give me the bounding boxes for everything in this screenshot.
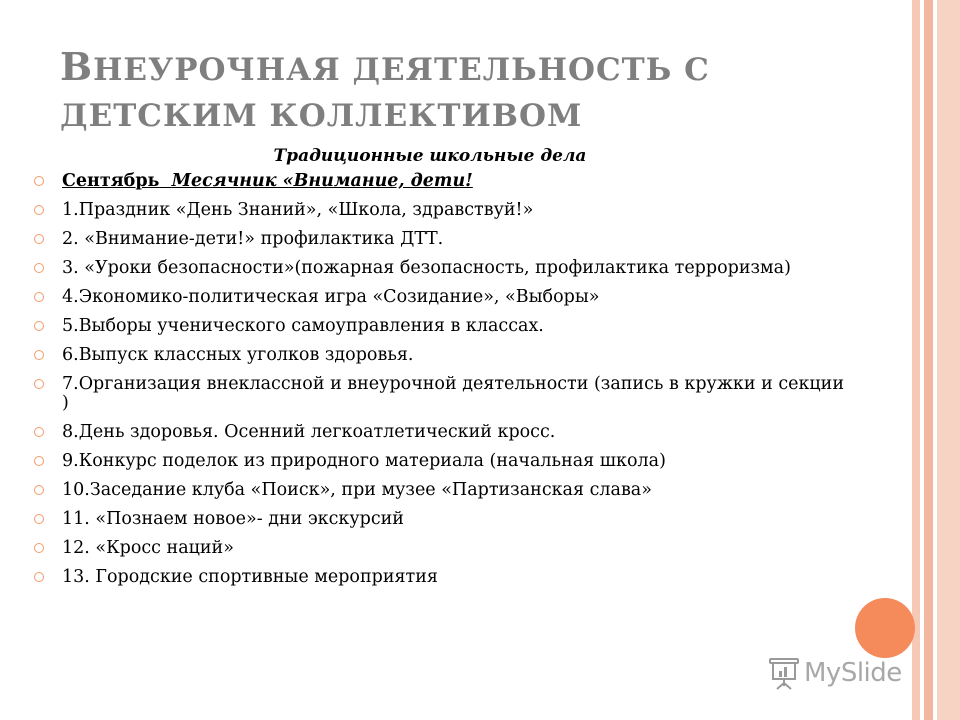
list-item-september — [0, 172, 850, 191]
list-item-text: 9.Конкурс поделок из природного материала (начальная школа) — [62, 451, 666, 471]
list-item-text: 7.Организация внеклассной и внеурочной деятельности (запись в кружки и секции ) — [62, 374, 844, 413]
list-item-text: 8.День здоровья. Осенний легкоатлетический кросс. — [62, 422, 556, 442]
list-item — [0, 423, 850, 442]
list-item-text: 12. «Кросс наций» — [62, 538, 234, 558]
bullet-icon — [34, 379, 44, 389]
bullet-icon — [34, 514, 44, 524]
list-item — [0, 317, 850, 336]
list-item — [0, 452, 850, 471]
list-item-text: 3. «Уроки безопасности»(пожарная безопасность, профилактика терроризма) — [62, 258, 791, 278]
slide-title-line2: ДЕТСКИМ КОЛЛЕКТИВОМ — [60, 98, 583, 134]
bullet-icon — [34, 485, 44, 495]
right-border-stripe — [924, 0, 933, 720]
month-label: Сентябрь — [62, 171, 160, 191]
list-item-text: 2. «Внимание-дети!» профилактика ДТТ. — [62, 229, 444, 249]
list-item-text: 1.Праздник «День Знаний», «Школа, здравствуй!» — [62, 200, 534, 220]
list-item-text: 13. Городские спортивные мероприятия — [62, 567, 438, 587]
bullet-icon — [34, 456, 44, 466]
list-item — [0, 288, 850, 307]
list-item — [0, 259, 850, 278]
list-item-text: 5.Выборы ученического самоуправления в классах. — [62, 316, 544, 336]
list-item-text: 6.Выпуск классных уголков здоровья. — [62, 345, 414, 365]
bullet-icon — [34, 205, 44, 215]
bullet-icon — [34, 543, 44, 553]
right-border-band — [937, 0, 960, 720]
watermark-text: MySlide — [804, 658, 902, 688]
list-item-text: 10.Заседание клуба «Поиск», при музее «Партизанская слава» — [62, 480, 652, 500]
list-item — [0, 481, 850, 500]
bullet-icon — [34, 572, 44, 582]
bullet-icon — [34, 350, 44, 360]
bullet-icon — [34, 292, 44, 302]
bullet-icon — [34, 321, 44, 331]
list-item — [0, 510, 850, 529]
list-item — [0, 346, 850, 365]
slide-title-line1: ВНЕУРОЧНАЯ ДЕЯТЕЛЬНОСТЬ С — [60, 44, 710, 89]
list-item — [0, 230, 850, 249]
slide-title — [60, 44, 880, 139]
list-item — [0, 539, 850, 558]
event-list — [0, 172, 850, 597]
projector-screen-icon — [768, 656, 800, 690]
right-border-stripe — [912, 0, 920, 720]
bullet-icon — [34, 176, 44, 186]
list-item — [0, 201, 850, 220]
list-item — [0, 568, 850, 587]
bullet-icon — [34, 263, 44, 273]
watermark-logo — [768, 656, 902, 690]
list-item-text: 4.Экономико-политическая игра «Созидание», «Выборы» — [62, 287, 600, 307]
list-item — [0, 375, 850, 413]
bullet-icon — [34, 234, 44, 244]
decorative-circle — [855, 598, 915, 658]
bullet-icon — [34, 427, 44, 437]
list-item-text: 11. «Познаем новое»- дни экскурсий — [62, 509, 404, 529]
slide-subtitle: Традиционные школьные дела — [273, 146, 587, 166]
month-event: Месячник «Внимание, дети! — [171, 171, 473, 191]
